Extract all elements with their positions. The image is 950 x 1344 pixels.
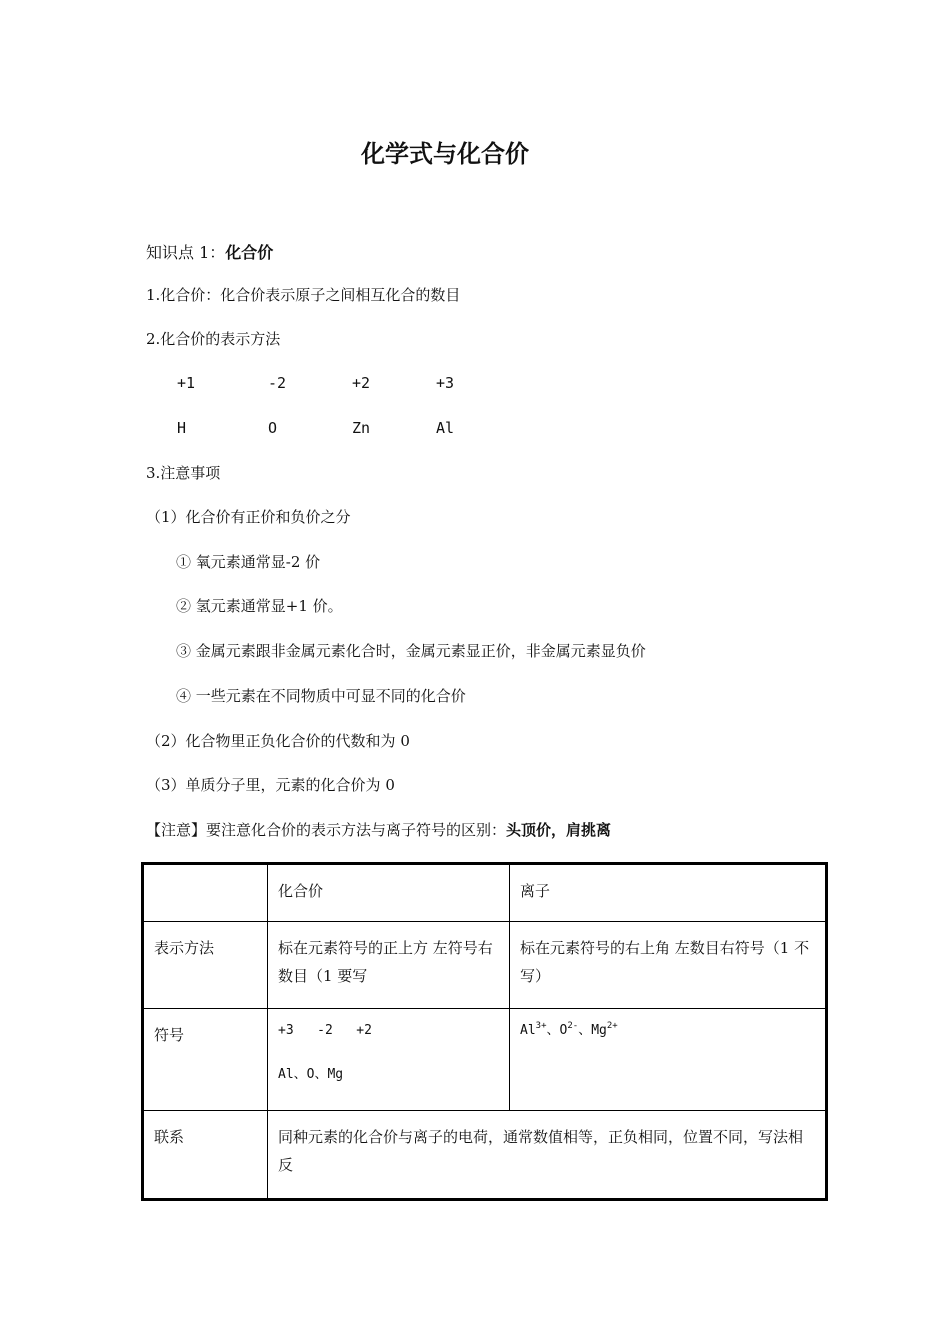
table-header-valence: 化合价: [268, 864, 510, 922]
table-row: [143, 922, 827, 1009]
cell-relation: 同种元素的化合价与离子的电荷，通常数值相等，正负相同，位置不同，写法相反: [268, 1111, 827, 1200]
row-label-symbol: 符号: [143, 1008, 268, 1111]
table-header-empty: [143, 864, 268, 922]
item-definition: 1.化合价：化合价表示原子之间相互化合的数目: [146, 286, 461, 304]
ion-symbol: Al: [520, 1022, 536, 1038]
element-symbol: Zn: [352, 419, 371, 437]
note-positive-negative: （1）化合价有正价和负价之分: [146, 508, 351, 526]
row-label-method: 表示方法: [143, 922, 268, 1009]
sub-note-metal: ③ 金属元素跟非金属元素化合时，金属元素显正价，非金属元素显负价: [176, 642, 646, 660]
table-row: [143, 1008, 827, 1111]
valence-value: +1: [177, 374, 196, 392]
ion-separator: 、: [546, 1022, 560, 1038]
ion-symbol: O: [559, 1022, 568, 1038]
ion-charge: 2-: [567, 1020, 579, 1031]
note-elemental: （3）单质分子里，元素的化合价为 0: [146, 776, 395, 794]
row-label-relation: 联系: [143, 1111, 268, 1200]
cell-ion-symbol: [510, 1008, 827, 1111]
table-row: [143, 864, 827, 922]
valence-element-symbols: Al、O、Mg: [278, 1066, 344, 1082]
sub-note-variable: ④ 一些元素在不同物质中可显不同的化合价: [176, 687, 466, 705]
cell-valence-symbol: [268, 1008, 510, 1111]
element-symbol: O: [268, 419, 278, 437]
attention-mnemonic: 头顶价，肩挑离: [506, 821, 612, 839]
attention-text: 【注意】要注意化合价的表示方法与离子符号的区别：: [146, 821, 507, 839]
item-representation: 2.化合价的表示方法: [146, 330, 281, 348]
attention-note: [146, 820, 611, 840]
cell-valence-method: 标在元素符号的正上方 左符号右数目（1 要写: [268, 922, 510, 1009]
note-algebraic-sum: （2）化合物里正负化合价的代数和为 0: [146, 732, 410, 750]
ion-symbol: Mg: [591, 1022, 607, 1038]
sub-note-oxygen: ① 氧元素通常显-2 价: [176, 553, 321, 571]
element-symbol: H: [177, 419, 187, 437]
table-row: [143, 1111, 827, 1200]
valence-value: +3: [436, 374, 455, 392]
valence-marks: +3 -2 +2: [278, 1022, 372, 1038]
sub-note-hydrogen: ② 氢元素通常显+1 价。: [176, 597, 343, 615]
ion-charge: 3+: [535, 1020, 547, 1031]
page-title: 化学式与化合价: [361, 140, 529, 168]
knowledge-point-heading: [146, 243, 273, 263]
knowledge-point-prefix: 知识点 1：: [146, 243, 226, 262]
knowledge-point-name: 化合价: [225, 243, 274, 262]
item-notes: 3.注意事项: [146, 464, 221, 482]
valence-value: +2: [352, 374, 371, 392]
cell-ion-method: 标在元素符号的右上角 左数目右符号（1 不写）: [510, 922, 827, 1009]
valence-value: -2: [268, 374, 287, 392]
comparison-table: [141, 862, 828, 1201]
table-header-ion: 离子: [510, 864, 827, 922]
ion-separator: 、: [578, 1022, 592, 1038]
element-symbol: Al: [436, 419, 455, 437]
ion-charge: 2+: [606, 1020, 618, 1031]
